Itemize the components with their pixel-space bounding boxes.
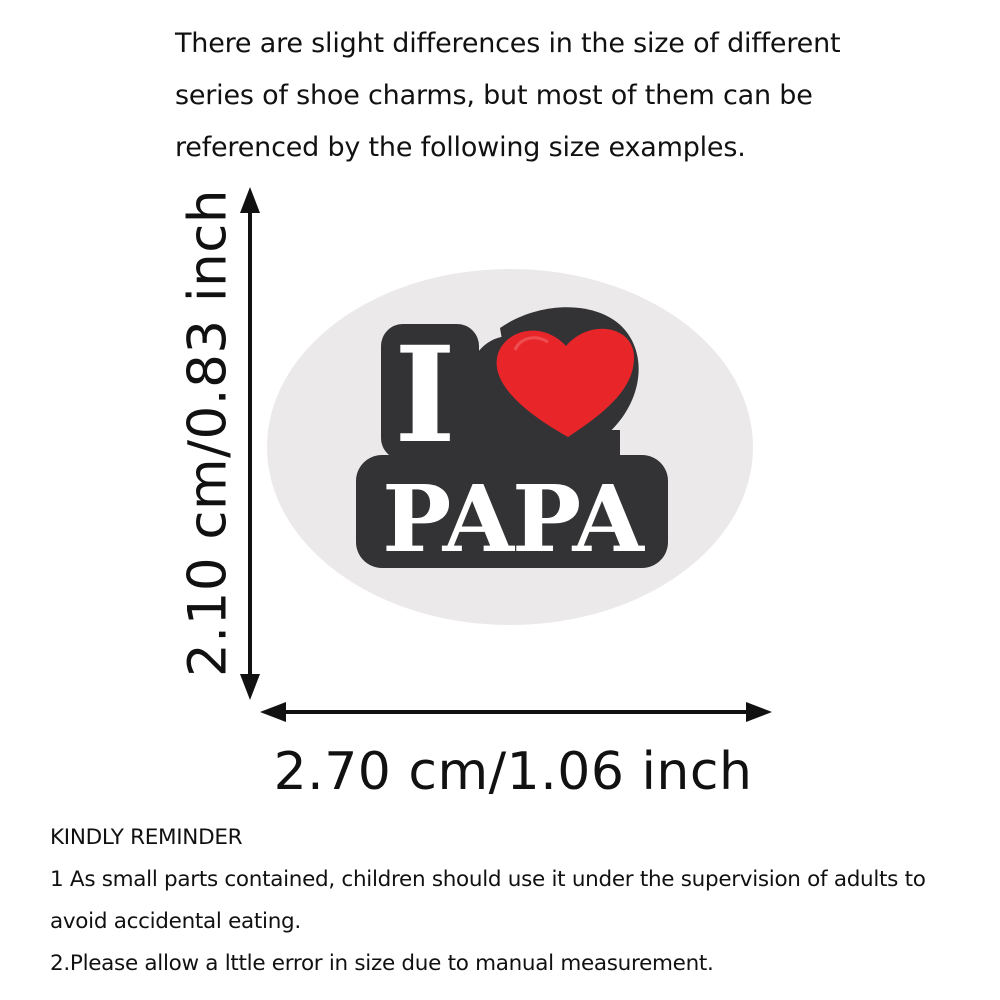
- reminder-section: [50, 817, 990, 985]
- height-label: 2.10 cm/0.83 inch: [177, 189, 239, 677]
- intro-line: series of shoe charms, but most of them can be: [175, 80, 813, 111]
- width-arrow: [260, 702, 772, 722]
- intro-line: There are slight differences in the size of different: [175, 28, 841, 59]
- reminder-line: 2.Please allow a lttle error in size due to manual measurement.: [50, 951, 714, 976]
- reminder-line: avoid accidental eating.: [50, 909, 301, 934]
- width-label: 2.70 cm/1.06 inch: [273, 742, 753, 802]
- reminder-heading: KINDLY REMINDER: [50, 825, 243, 850]
- height-arrow: [240, 187, 260, 700]
- intro-line: referenced by the following size examples.: [175, 132, 746, 163]
- charm-word-papa: PAPA: [382, 465, 642, 573]
- reminder-line: 1 As small parts contained, children should use it under the supervision of adults to: [50, 867, 926, 892]
- charm-letter-i: I: [394, 318, 456, 473]
